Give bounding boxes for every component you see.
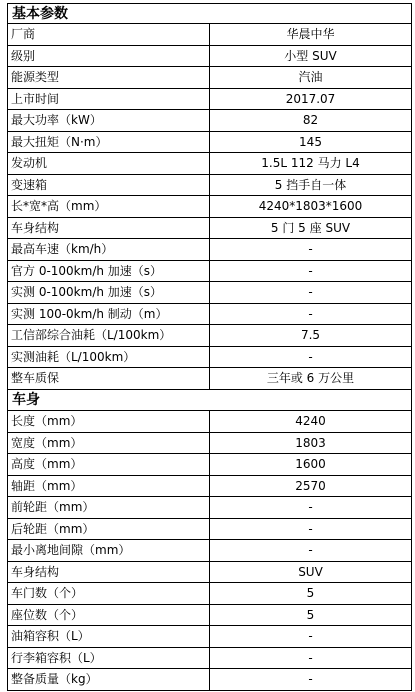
spec-value: -	[210, 497, 412, 519]
spec-label: 厂商	[8, 24, 210, 46]
spec-row	[8, 303, 412, 325]
spec-row	[8, 604, 412, 626]
spec-row	[8, 626, 412, 648]
spec-row	[8, 45, 412, 67]
spec-label: 前轮距（mm）	[8, 497, 210, 519]
spec-row	[8, 454, 412, 476]
spec-value: 2570	[210, 475, 412, 497]
spec-label: 长度（mm）	[8, 411, 210, 433]
spec-value: 5	[210, 583, 412, 605]
spec-label: 车身结构	[8, 561, 210, 583]
spec-row	[8, 217, 412, 239]
spec-row	[8, 24, 412, 46]
spec-row	[8, 260, 412, 282]
spec-value: 汽油	[210, 67, 412, 89]
spec-value: 5	[210, 604, 412, 626]
spec-value: 小型 SUV	[210, 45, 412, 67]
spec-value: -	[210, 346, 412, 368]
spec-sheet	[7, 3, 412, 691]
spec-row	[8, 131, 412, 153]
spec-label: 整备质量（kg）	[8, 669, 210, 691]
spec-label: 变速箱	[8, 174, 210, 196]
spec-label: 高度（mm）	[8, 454, 210, 476]
spec-label: 官方 0-100km/h 加速（s）	[8, 260, 210, 282]
section-title: 车身	[8, 389, 412, 411]
spec-row	[8, 475, 412, 497]
spec-label: 实测油耗（L/100km）	[8, 346, 210, 368]
spec-label: 长*宽*高（mm）	[8, 196, 210, 218]
section-title: 基本参数	[8, 4, 412, 24]
spec-label: 行李箱容积（L）	[8, 647, 210, 669]
spec-value: 4240	[210, 411, 412, 433]
spec-label: 发动机	[8, 153, 210, 175]
spec-value: 1803	[210, 432, 412, 454]
spec-value: -	[210, 282, 412, 304]
spec-row	[8, 239, 412, 261]
spec-row	[8, 174, 412, 196]
spec-value: 5 门 5 座 SUV	[210, 217, 412, 239]
spec-label: 最高车速（km/h）	[8, 239, 210, 261]
spec-label: 宽度（mm）	[8, 432, 210, 454]
spec-row	[8, 368, 412, 390]
spec-value: 1600	[210, 454, 412, 476]
spec-row	[8, 196, 412, 218]
spec-value: 1.5L 112 马力 L4	[210, 153, 412, 175]
spec-label: 实测 100-0km/h 制动（m）	[8, 303, 210, 325]
spec-row	[8, 67, 412, 89]
spec-value: -	[210, 669, 412, 691]
spec-label: 油箱容积（L）	[8, 626, 210, 648]
spec-value: 5 挡手自一体	[210, 174, 412, 196]
spec-value: -	[210, 303, 412, 325]
spec-row	[8, 110, 412, 132]
spec-value: -	[210, 239, 412, 261]
spec-value: 三年或 6 万公里	[210, 368, 412, 390]
spec-row	[8, 88, 412, 110]
section-header	[8, 389, 412, 411]
spec-value: 145	[210, 131, 412, 153]
spec-label: 最大扭矩（N·m）	[8, 131, 210, 153]
spec-value: SUV	[210, 561, 412, 583]
spec-row	[8, 411, 412, 433]
spec-value: -	[210, 647, 412, 669]
spec-label: 最大功率（kW）	[8, 110, 210, 132]
spec-row	[8, 561, 412, 583]
spec-value: -	[210, 518, 412, 540]
spec-row	[8, 497, 412, 519]
spec-value: -	[210, 626, 412, 648]
spec-row	[8, 432, 412, 454]
spec-label: 车身结构	[8, 217, 210, 239]
spec-value: 华晨中华	[210, 24, 412, 46]
spec-label: 座位数（个）	[8, 604, 210, 626]
spec-label: 后轮距（mm）	[8, 518, 210, 540]
spec-value: 82	[210, 110, 412, 132]
spec-label: 能源类型	[8, 67, 210, 89]
spec-row	[8, 518, 412, 540]
spec-label: 最小离地间隙（mm）	[8, 540, 210, 562]
spec-row	[8, 583, 412, 605]
spec-label: 轴距（mm）	[8, 475, 210, 497]
spec-value: -	[210, 540, 412, 562]
spec-value: 7.5	[210, 325, 412, 347]
spec-label: 实测 0-100km/h 加速（s）	[8, 282, 210, 304]
spec-row	[8, 540, 412, 562]
spec-table	[7, 3, 412, 691]
spec-label: 上市时间	[8, 88, 210, 110]
spec-row	[8, 153, 412, 175]
spec-row	[8, 346, 412, 368]
section-header	[8, 4, 412, 24]
spec-value: 4240*1803*1600	[210, 196, 412, 218]
spec-table-body	[8, 4, 412, 691]
spec-label: 级别	[8, 45, 210, 67]
spec-row	[8, 647, 412, 669]
spec-label: 车门数（个）	[8, 583, 210, 605]
spec-value: 2017.07	[210, 88, 412, 110]
spec-row	[8, 669, 412, 691]
spec-row	[8, 282, 412, 304]
spec-label: 工信部综合油耗（L/100km）	[8, 325, 210, 347]
spec-label: 整车质保	[8, 368, 210, 390]
spec-row	[8, 325, 412, 347]
spec-value: -	[210, 260, 412, 282]
